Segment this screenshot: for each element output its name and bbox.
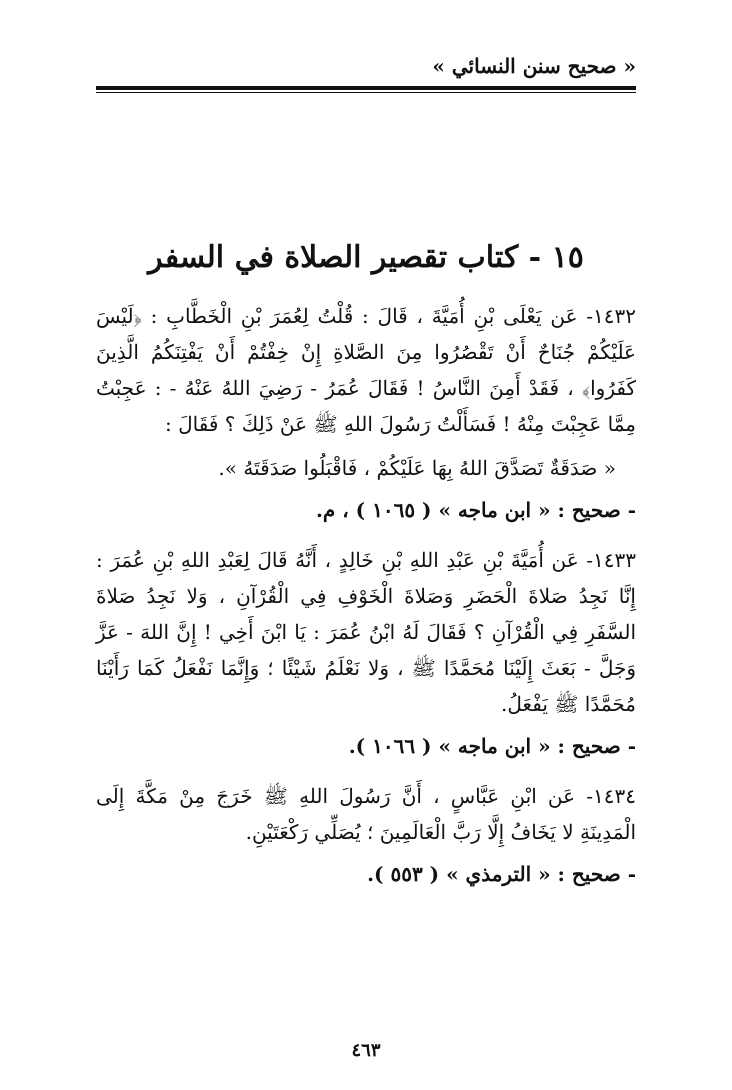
hadith-1433: ١٤٣٣- عَن أُمَيَّةَ بْنِ عَبْدِ اللهِ بْنِ خَالِدٍ ، أَنَّهُ قَالَ لِعَبْدِ اللهِ بْنِ عُمَرَ : إِنَّا نَجِدُ صَلاةَ الْحَضَرِ وَصَلاةَ الْخَوْفِ فِي الْقُرْآنِ ، وَلا نَجِدُ صَلاةَ السَّفَرِ فِي الْقُرْآنِ ؟ فَقَالَ لَهُ ابْنُ عُمَرَ : يَا ابْنَ أَخِي ! إِنَّ اللهَ - عَزَّ وَجَلَّ - بَعَثَ إِلَيْنَا مُحَمَّدًا ﷺ ، وَلا نَعْلَمُ شَيْئًا ؛ وَإِنَّمَا نَفْعَلُ كَمَا رَأَيْنَا مُحَمَّدًا ﷺ يَفْعَلُ.: [96, 548, 636, 716]
page-number: ٤٦٣: [351, 1040, 381, 1061]
hadith-1432-grade: - صحيح : « ابن ماجه » ( ١٠٦٥ ) ، م.: [315, 498, 636, 522]
hadith-1434: ١٤٣٤- عَن ابْنِ عَبَّاسٍ ، أَنَّ رَسُولَ اللهِ ﷺ خَرَجَ مِنْ مَكَّةَ إِلَى الْمَدِينَةِ لا يَخَافُ إِلَّا رَبَّ الْعَالَمِينَ ؛ يُصَلِّي رَكْعَتَيْنِ.: [96, 784, 636, 844]
hadith-1432: ١٤٣٢- عَن يَعْلَى بْنِ أُمَيَّةَ ، قَالَ : قُلْتُ لِعُمَرَ بْنِ الْخَطَّابِ : ﴿لَيْسَ عَلَيْكُمْ جُنَاحٌ أَنْ تَقْصُرُوا مِنَ الصَّلاةِ إِنْ خِفْتُمْ أَنْ يَفْتِنَكُمُ الَّذِينَ كَفَرُوا﴾ ، فَقَدْ أَمِنَ النَّاسُ ! فَقَالَ عُمَرُ - رَضِيَ اللهُ عَنْهُ - : عَجِبْتُ مِمَّا عَجِبْتَ مِنْهُ ! فَسَأَلْتُ رَسُولَ اللهِ ﷺ عَنْ ذَلِكَ ؟ فَقَالَ :: [96, 304, 636, 436]
book-title: « صحيح سنن النسائي »: [432, 54, 636, 78]
hadith-1434-grade: - صحيح : « الترمذي » ( ٥٥٣ ).: [367, 862, 636, 886]
chapter-title: ١٥ - كتاب تقصير الصلاة في السفر: [148, 240, 584, 275]
header-rule-thick: [96, 86, 636, 90]
hadith-1432-quote: « صَدَقَةٌ تَصَدَّقَ اللهُ بِهَا عَلَيْكُمْ ، فَاقْبَلُوا صَدَقَتَهُ ».: [218, 456, 616, 480]
hadith-1433-grade: - صحيح : « ابن ماجه » ( ١٠٦٦ ).: [348, 734, 636, 758]
running-header: [96, 52, 636, 92]
page-body: [96, 298, 636, 906]
header-rule-thin: [96, 92, 636, 93]
